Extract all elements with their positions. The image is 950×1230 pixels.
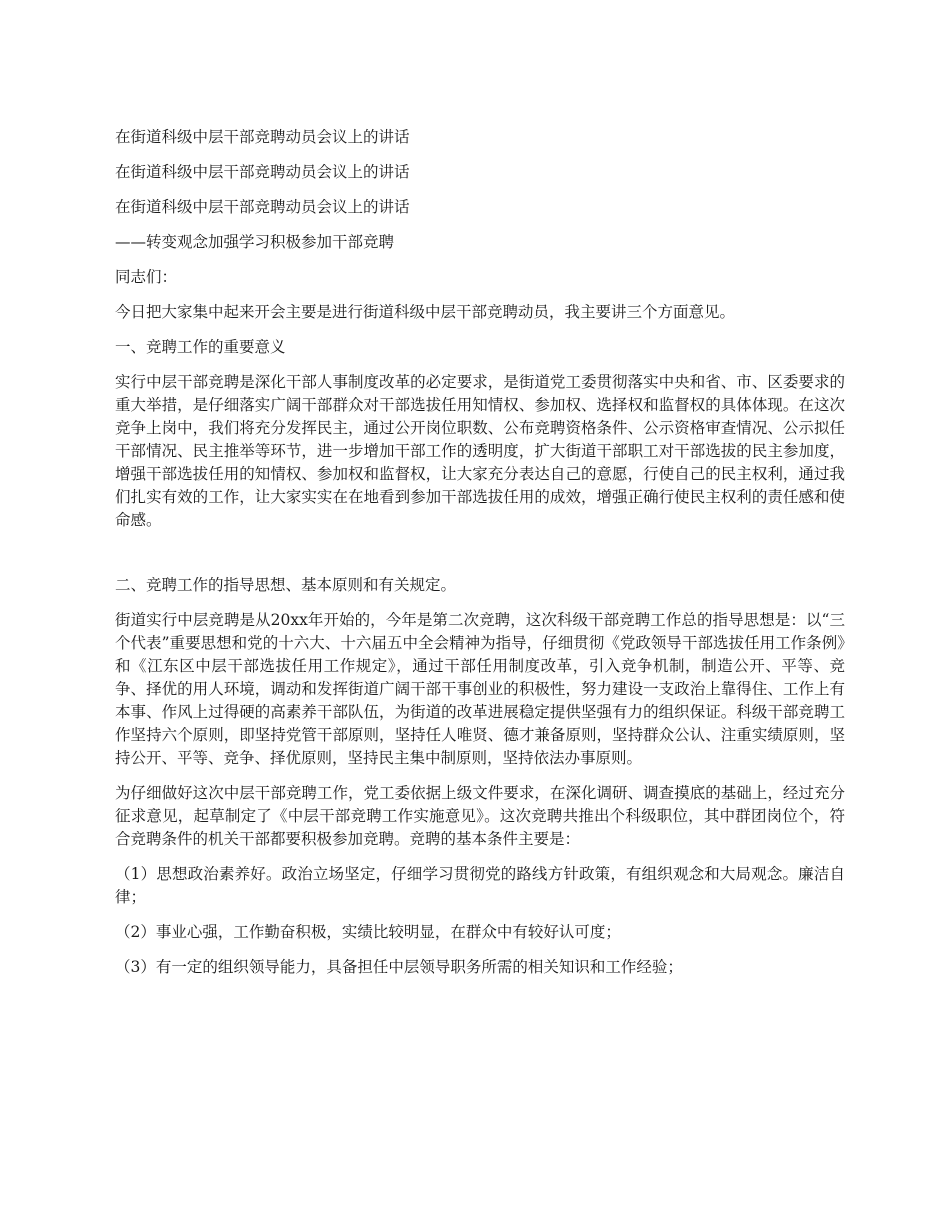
section-spacer (115, 544, 845, 574)
document-title-line-1: 在街道科级中层干部竞聘动员会议上的讲话 (115, 128, 410, 146)
greeting: 同志们： (115, 268, 178, 286)
condition-2: （2）事业心强，工作勤奋积极，实绩比较明显，在群众中有较好认可度； (115, 923, 621, 941)
condition-1: （1）思想政治素养好。政治立场坚定，仔细学习贯彻党的路线方针政策，有组织观念和大局观念。廉洁自律； (115, 865, 845, 906)
section-2-body-2: 为仔细做好这次中层干部竞聘工作，党工委依据上级文件要求，在深化调研、调查摸底的基础上，经过充分征求意见，起草制定了《中层干部竞聘工作实施意见》。这次竞聘共推出个科级职位，其中群团岗位个，符合竞聘条件的机关干部都要积极参加竞聘。竞聘的基本条件主要是： (115, 784, 845, 848)
section-1-heading: 一、竞聘工作的重要意义 (115, 338, 286, 356)
document-title-line-2: 在街道科级中层干部竞聘动员会议上的讲话 (115, 163, 410, 181)
section-2-body-1: 街道实行中层竞聘是从20xx年开始的，今年是第二次竞聘，这次科级干部竞聘工作总的指导思想是：以“三个代表”重要思想和党的十六大、十六届五中全会精神为指导，仔细贯彻《党政领导干部选拔任用工作条例》和《江东区中层干部选拔任用工作规定》，通过干部任用制度改革，引入竞争机制，制造公开、平等、竞争、择优的用人环境，调动和发挥街道广阔干部干事创业的积极性，努力建设一支政治上靠得住、工作上有本事、作风上过得硬的高素养干部队伍，为街道的改革进展稳定提供坚强有力的组织保证。科级干部竞聘工作坚持六个原则，即坚持党管干部原则，坚持任人唯贤、德才兼备原则，坚持群众公认、注重实绩原则，坚持公开、平等、竞争、择优原则，坚持民主集中制原则，坚持依法办事原则。 (115, 611, 845, 767)
document-title-line-3: 在街道科级中层干部竞聘动员会议上的讲话 (115, 198, 410, 216)
section-2-heading: 二、竞聘工作的指导思想、基本原则和有关规定。 (115, 576, 457, 594)
section-1-body: 实行中层干部竞聘是深化干部人事制度改革的必定要求，是街道党工委贯彻落实中央和省、市、区委要求的重大举措，是仔细落实广阔干部群众对干部选拔任用知情权、参加权、选择权和监督权的具体体现。在这次竞争上岗中，我们将充分发挥民主，通过公开岗位职数、公布竞聘资格条件、公示资格审查情况、公示拟任干部情况、民主推举等环节，进一步增加干部工作的透明度，扩大街道干部职工对干部选拔的民主参加度，增强干部选拔任用的知情权、参加权和监督权，让大家充分表达自己的意愿，行使自己的民主权利，通过我们扎实有效的工作，让大家实实在在地看到参加干部选拔任用的成效，增强正确行使民主权利的责任感和使命感。 (115, 373, 845, 529)
intro-paragraph: 今日把大家集中起来开会主要是进行街道科级中层干部竞聘动员，我主要讲三个方面意见。 (115, 303, 736, 321)
condition-3: （3）有一定的组织领导能力，具备担任中层领导职务所需的相关知识和工作经验； (115, 958, 683, 976)
document-subtitle: ——转变观念加强学习积极参加干部竞聘 (115, 233, 395, 251)
document-body (115, 126, 845, 991)
